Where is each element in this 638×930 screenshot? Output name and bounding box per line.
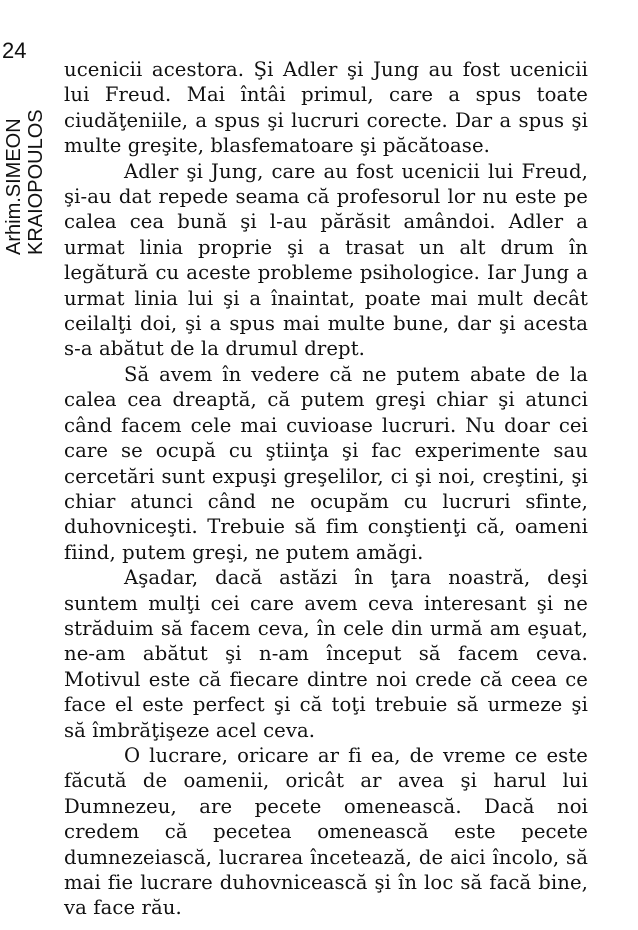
- paragraph-1: ucenicii acestora. Şi Adler şi Jung au fost ucenicii lui Freud. Mai întâi primul, care a spus toate ciudăţeniile, a spus şi lucruri corecte. Dar a spus şi multe greşite, blasfematoare şi păcătoase.: [64, 58, 588, 158]
- paragraph-5: O lucrare, oricare ar fi ea, de vreme ce este făcută de oamenii, oricât ar avea şi harul lui Dumnezeu, are pecete omenească. Dacă noi credem că pecetea omenească este pecete dumnezeiască, lucrarea încetează, de aici încolo, să mai fie lucrare duhovnicească şi în loc să facă bine, va face rău.: [64, 743, 588, 920]
- paragraph-2: Adler şi Jung, care au fost ucenicii lui Freud, şi-au dat repede seama că profesorul lor nu este pe calea cea bună şi l-au părăsit amândoi. Adler a urmat linia proprie şi a trasat un alt drum în legătură cu aceste probleme psihologice. Iar Jung a urmat linia lui şi a înaintat, poate mai mult decât ceilalţi doi, şi a spus mai multe bune, dar şi acesta s-a abătut de la drumul drept.: [64, 159, 588, 361]
- paragraph-4: Aşadar, dacă astăzi în ţara noastră, deşi suntem mulţi cei care avem ceva interesant şi ne străduim să facem ceva, în cele din urmă am eşuat, ne-am abătut şi n-am început să facem ceva. Motivul este că fiecare dintre noi crede că ceea ce face el este perfect şi că toţi trebuie să urmeze şi să îmbrăţişeze acel ceva.: [64, 566, 588, 742]
- running-header-author: [3, 55, 47, 255]
- page-number: 24: [2, 38, 27, 63]
- running-header-line-1: Arhim.SIMEON: [3, 118, 25, 255]
- body-text: [64, 57, 588, 921]
- paragraph-3: Să avem în vedere că ne putem abate de la calea cea dreaptă, că putem greşi chiar şi atunci când facem cele mai cuvioase lucruri. Nu doar cei care se ocupă cu ştiinţa şi fac experimente sau cercetări sunt expuşi greşelilor, ci şi noi, creştini, şi chiar atunci când ne ocupăm cu lucruri sfinte, duhovniceşti. Trebuie să fim conştienţi că, oameni fiind, putem greşi, ne putem amăgi.: [64, 362, 588, 564]
- running-header-line-2: KRAIOPOULOS: [25, 109, 47, 255]
